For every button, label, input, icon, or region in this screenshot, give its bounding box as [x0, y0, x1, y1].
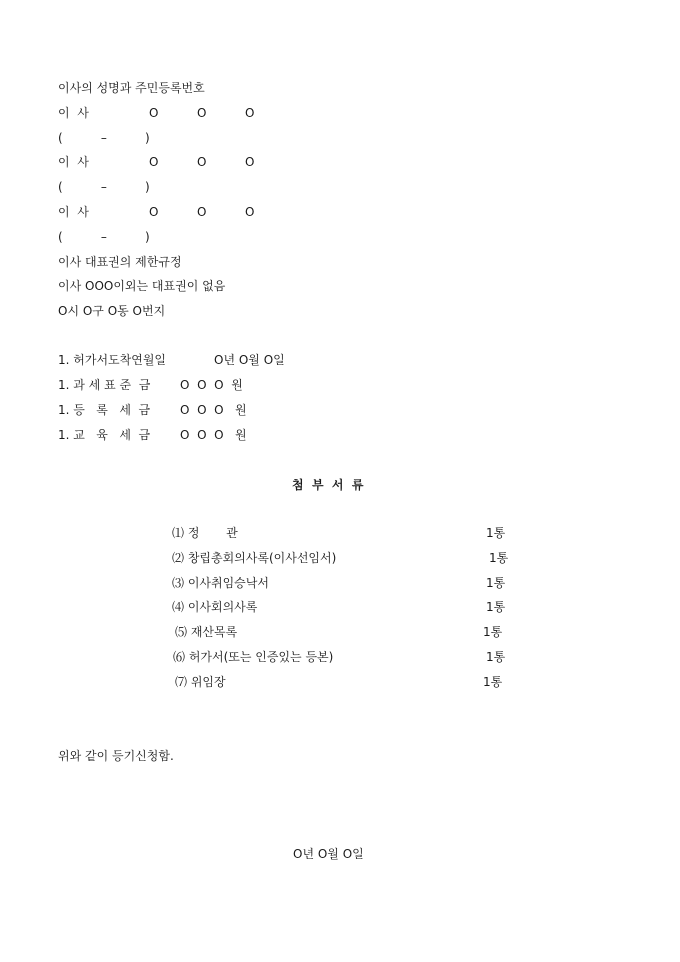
attachment-count: 1통: [486, 576, 506, 590]
directors-header: 이사의 성명과 주민등록번호: [58, 81, 205, 95]
attachment-label: ⑹ 허가서(또는 인증있는 등본): [173, 650, 334, 664]
item-education-tax-value: O O O 원: [180, 428, 247, 442]
director-2-name-1: O: [149, 155, 159, 169]
attachment-count: 1통: [486, 650, 506, 664]
attachment-row: [0, 649, 680, 665]
attachment-row: [0, 624, 680, 640]
attachment-label: ⑴ 정 관: [172, 526, 238, 540]
director-2-name-3: O: [245, 155, 255, 169]
attachment-label: ⑶ 이사취임승낙서: [172, 576, 269, 590]
director-1-name-1: O: [149, 106, 159, 120]
director-3-name-1: O: [149, 205, 159, 219]
address: O시 O구 O동 O번지: [58, 304, 166, 318]
item-registration-tax-value: O O O 원: [180, 403, 247, 417]
attachment-row: [0, 525, 680, 541]
director-3-title: 이 사: [58, 205, 89, 219]
restriction-text: 이사 OOO이외는 대표권이 없음: [58, 279, 226, 293]
director-1-id: ( – ): [58, 131, 150, 145]
attachment-count: 1통: [486, 526, 506, 540]
attachments-title: 첨 부 서 류: [292, 478, 364, 492]
attachment-count: 1통: [489, 551, 509, 565]
director-2-name-2: O: [197, 155, 207, 169]
director-2-title: 이 사: [58, 155, 89, 169]
attachment-row: [0, 674, 680, 690]
item-permit-date-value: O년 O월 O일: [214, 353, 285, 367]
director-3-name-3: O: [245, 205, 255, 219]
attachment-row: [0, 550, 680, 566]
attachment-count: 1통: [483, 675, 503, 689]
closing-statement: 위와 같이 등기신청함.: [58, 749, 174, 763]
director-1-title: 이 사: [58, 106, 89, 120]
item-education-tax-label: 1. 교 육 세 금: [58, 428, 151, 442]
signing-date: O년 O월 O일: [293, 847, 364, 861]
restriction-header: 이사 대표권의 제한규정: [58, 255, 182, 269]
attachment-label: ⑺ 위임장: [175, 675, 226, 689]
attachment-label: ⑷ 이사회의사록: [172, 600, 258, 614]
director-2-id: ( – ): [58, 180, 150, 194]
item-permit-date-label: 1. 허가서도착연월일: [58, 353, 167, 367]
item-registration-tax-label: 1. 등 록 세 금: [58, 403, 151, 417]
item-tax-base-label: 1. 과 세 표 준 금: [58, 378, 151, 392]
director-1-name-3: O: [245, 106, 255, 120]
attachment-label: ⑵ 창립총회의사록(이사선임서): [172, 551, 337, 565]
attachment-count: 1통: [483, 625, 503, 639]
attachment-count: 1통: [486, 600, 506, 614]
director-3-id: ( – ): [58, 230, 150, 244]
attachment-row: [0, 575, 680, 591]
attachment-row: [0, 599, 680, 615]
director-3-name-2: O: [197, 205, 207, 219]
item-tax-base-value: O O O 원: [180, 378, 243, 392]
attachment-label: ⑸ 재산목록: [175, 625, 238, 639]
director-1-name-2: O: [197, 106, 207, 120]
